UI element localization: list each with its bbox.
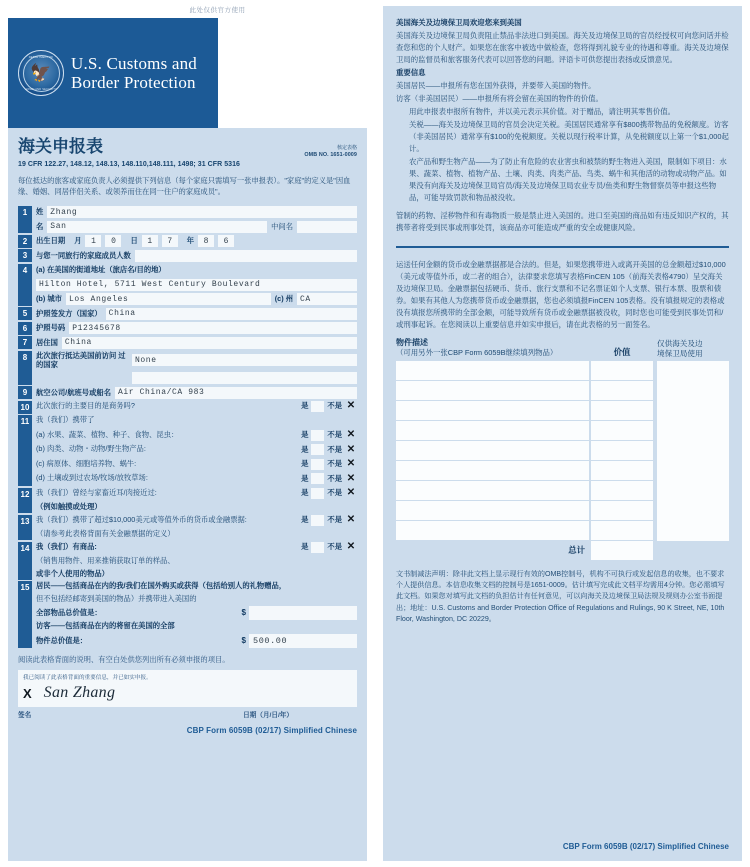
q11b-no-label: 不是 xyxy=(327,444,342,454)
back-residents: 美国居民——申报所有您在国外获得，并要带入美国的物件。 xyxy=(396,80,596,90)
date-label: 日期（月/日/年） xyxy=(243,711,293,719)
table-row[interactable] xyxy=(396,501,589,520)
q11-item-b xyxy=(36,444,357,457)
table-row[interactable] xyxy=(591,521,653,540)
important-heading: 重要信息 xyxy=(396,67,426,77)
q11-item-a xyxy=(36,430,357,443)
seal-top-text: DEPARTMENT OF xyxy=(28,55,54,59)
signature-line[interactable] xyxy=(23,684,352,703)
field-row-q14 xyxy=(18,542,357,580)
q15-visitors-total-input[interactable]: 500.00 xyxy=(249,634,357,648)
back-form-footer: CBP Form 6059B (02/17) Simplified Chinese xyxy=(562,842,729,851)
field-number-12: 12 xyxy=(18,488,32,513)
state-input[interactable]: CA xyxy=(297,293,357,305)
signature-label: 签名 xyxy=(18,711,32,719)
back-currency: 运送任何金额的货币或金融票据都是合法的。但是，如果您携带进入或离开美国的总金额超过$10,000（美元或等值外币，或二者的组合），法律要求您填写表格FinCEN 105（前海关表格4790）呈交海关及边境保卫局。金融票据包括硬币、货币、旅行支票和不记名票证如个人支票、银行本票、股票和债券。如果有其他人为您携带货币或金融票据，您也必须填报FinCEN 105表格。没有填报规定的表格或没有填报您所携带的全部金额，可能导致所有货币或金融票据被没收，同时您也可能受到民事处罚和/或刑事起诉。在您阅读以上重要信息并如实申报后，请在此表格的另一面签名。 xyxy=(396,259,726,329)
field-row-residence xyxy=(18,336,357,349)
dob-year-digit-2[interactable]: 6 xyxy=(218,235,234,247)
field-row-address xyxy=(18,264,357,306)
q15-residents-total-input[interactable] xyxy=(249,606,357,620)
item-desc-column xyxy=(396,361,589,541)
table-row[interactable] xyxy=(396,521,589,540)
field-number-4: 4 xyxy=(18,264,32,306)
q11a-no-checkbox-marked[interactable]: ✕ xyxy=(346,429,356,441)
q10-no-checkbox-marked[interactable]: ✕ xyxy=(346,400,356,412)
dob-day-digit-2[interactable]: 7 xyxy=(162,235,178,247)
q13-yes-checkbox[interactable] xyxy=(311,515,324,526)
city-label: (b) 城市 xyxy=(36,294,62,304)
field-number-1: 1 xyxy=(18,206,32,234)
field-row-q11 xyxy=(18,415,357,486)
back-currency-section xyxy=(396,259,729,331)
agency-name-line1: U.S. Customs and xyxy=(71,53,197,73)
q11c-text: (c) 病原体、细胞培养物、蜗牛: xyxy=(36,458,137,468)
countries-visited-input-2[interactable] xyxy=(132,372,357,384)
table-row[interactable] xyxy=(591,481,653,500)
field-row-q13 xyxy=(18,515,357,540)
field-number-8: 8 xyxy=(18,351,32,385)
q11b-no-checkbox-marked[interactable]: ✕ xyxy=(346,443,356,455)
q11-text: 我（我们）携带了 xyxy=(36,415,95,425)
back-instructions xyxy=(396,17,729,234)
paperwork-reduction-act: 文书制减法声明：除非此文档上显示现行有效的OMB控制号，机构不可执行或发起信息的收集，也不要求个人提供信息。本信息收集文档的控制号是1651-0009。估计填写完成此文档平均需用4分钟。您必需填写此文档。如果您对填写此文档的负担估计有任何意见，可以向海关及边境保卫局法规及规则办公室书面提出；地址：U.S. Customs and Border Protection Office of Regulations and Rulings, 90 K Street, NE, 10th Floor, Washington, DC 20229。 xyxy=(396,569,725,623)
field-number-7: 7 xyxy=(18,336,32,349)
q14-yes-checkbox[interactable] xyxy=(311,542,324,553)
field-number-9: 9 xyxy=(18,386,32,399)
table-row[interactable] xyxy=(396,461,589,480)
official-use-column xyxy=(657,361,729,541)
form-back-column xyxy=(375,0,750,867)
q11a-yes-label: 是 xyxy=(301,430,309,440)
dob-month-digit-1[interactable]: 1 xyxy=(85,235,101,247)
q15-visitors-amount-group xyxy=(242,634,357,648)
table-row[interactable] xyxy=(396,401,589,420)
cfr-citation: 19 CFR 122.27, 148.12, 148.13, 148.110,148.111, 1498; 31 CFR 5316 xyxy=(18,161,240,169)
q10-yes-label: 是 xyxy=(301,401,309,411)
field-number-10: 10 xyxy=(18,401,32,414)
q14-text-line2: （销售用物件、用来推销获取订单的样品、 xyxy=(36,556,175,566)
dob-day-label: 日 xyxy=(130,236,138,246)
form-instructions: 每位抵达的旅客或家庭负责人必须提供下列信息（每个家庭只需填写一张申报表）。"家庭"的定义是"因血缘、婚姻、同居伴侣关系、或领养而住在同一住户的家庭成员"。 xyxy=(18,176,351,197)
residence-input[interactable]: China xyxy=(62,337,357,349)
dob-year-digit-1[interactable]: 8 xyxy=(198,235,214,247)
field-row-countries-visited xyxy=(18,351,357,385)
middle-name-input[interactable] xyxy=(297,221,357,233)
table-row[interactable] xyxy=(591,461,653,480)
field-number-13: 13 xyxy=(18,515,32,540)
q11b-yes-label: 是 xyxy=(301,444,309,454)
front-form-footer: CBP Form 6059B (02/17) Simplified Chinese xyxy=(186,725,357,735)
official-use-header xyxy=(653,339,729,359)
total-label: 总计 xyxy=(568,545,585,556)
seal-bottom-text: HOMELAND SECURITY xyxy=(25,87,57,91)
passport-number-input[interactable]: P12345678 xyxy=(69,322,357,334)
form-title: 海关申报表 xyxy=(18,137,103,156)
last-name-input[interactable]: Zhang xyxy=(47,206,357,218)
family-count-label: 与您一同旅行的家庭成员人数 xyxy=(36,250,131,260)
field-row-q10 xyxy=(18,401,357,414)
residence-label: 居住国 xyxy=(36,337,58,347)
field-number-2: 2 xyxy=(18,235,32,248)
official-use-note: 此处仅供官方使用 xyxy=(189,6,246,14)
field-row-family-count xyxy=(18,249,357,262)
q11b-answer-group[interactable] xyxy=(301,444,357,455)
first-name-input[interactable]: San xyxy=(47,221,267,233)
dob-label: 出生日期 xyxy=(36,236,66,246)
table-row[interactable] xyxy=(396,481,589,500)
read-back-note: 阅读此表格背面的说明、有空白处供您列出所有必须申报的项目。 xyxy=(18,654,230,664)
table-row[interactable] xyxy=(591,441,653,460)
q11a-answer-group[interactable] xyxy=(301,430,357,441)
signature-input[interactable]: San Zhang xyxy=(43,684,116,702)
field-row-name xyxy=(18,206,357,234)
back-duty: 关税——海关及边境保卫局的官员会决定关税。美国居民通常享有$800携带物品的免税额度。访客（非美国居民）通常享有$100的免税额度。关税以现行税率计算，从免税额度以上第一个$1,000起计。 xyxy=(409,119,729,153)
q15-res-line2: 但不包括经邮寄到美国的物品）并携带进入美国的 xyxy=(36,593,197,603)
q12-text-line2: （例如触摸或处理） xyxy=(36,502,102,512)
item-table-header xyxy=(396,337,729,359)
q15-vis-currency-symbol: $ xyxy=(241,636,246,646)
signature-x-marker: X xyxy=(23,685,32,701)
q11b-text: (b) 肉类、动物・动物/野生物产品: xyxy=(36,444,146,454)
field-number-6: 6 xyxy=(18,322,32,335)
q11c-yes-label: 是 xyxy=(301,459,309,469)
city-input[interactable]: Los Angeles xyxy=(66,293,271,305)
field-row-q15 xyxy=(18,581,357,648)
table-row[interactable] xyxy=(591,401,653,420)
table-row[interactable] xyxy=(396,381,589,400)
back-visitors: 访客（非美国居民）——申报所有将会留在美国的物件的价值。 xyxy=(396,93,603,103)
back-declare-all: 用此申报表申报所有物件，并以美元表示其价值。对于赠品，请注明其零售价值。 xyxy=(409,106,676,116)
q13-text-line2: （请参考此表格背面有关金融票据的定义） xyxy=(36,529,175,539)
countries-visited-input-1[interactable]: None xyxy=(132,354,357,366)
q15-res-line3: 全部物品总价值是： xyxy=(36,607,102,617)
total-value-input[interactable] xyxy=(591,541,653,560)
q14-no-label: 不是 xyxy=(327,542,342,552)
q11a-no-label: 不是 xyxy=(327,430,342,440)
q10-yes-checkbox[interactable] xyxy=(311,401,324,412)
form-fields xyxy=(18,206,357,648)
q14-text-line3: 或非个人使用的物品） xyxy=(36,568,109,578)
official-use-strip xyxy=(0,0,375,18)
desc-header: 物件描述 xyxy=(396,337,428,347)
passport-number-label: 护照号码 xyxy=(36,323,66,333)
dob-month-digit-2[interactable]: 0 xyxy=(105,235,121,247)
back-agriculture: 农产品和野生物产品——为了防止有危险的农业害虫和被禁的野生物进入美国，限制如下项目：水果、蔬菜、植物、植物产品、土壤、肉类、肉类产品、鸟类、蜗牛和其他活的动物或动物产品。如果没有向海关及边境保卫局官员/海关及边境保卫局农业专员/鱼类和野生物督察员等申报这些物品，可能导致罚款和物品被没收。 xyxy=(409,156,727,202)
table-row[interactable] xyxy=(396,361,589,380)
q11c-no-label: 不是 xyxy=(327,459,342,469)
omb-number: OMB NO. 1651-0009 xyxy=(304,151,357,158)
field-number-15: 15 xyxy=(18,581,32,648)
agency-name-line2: Border Protection xyxy=(71,73,196,92)
last-name-label: 姓 xyxy=(36,207,44,217)
back-para-1: 美国海关及边境保卫局负责阻止禁品非法进口到美国。海关及边境保卫局的官员经授权可向您问话并检查您和您的个人财产。如果您在旅客中被选中做检查，您将得到礼貌专业的待遇和尊重。海关及边境保卫局的监督员和旅客服务代表可以回答您的问题。评语卡可供您提出表扬或反馈意见。 xyxy=(396,30,729,64)
field-number-5: 5 xyxy=(18,307,32,320)
value-header: 价值 xyxy=(613,347,631,358)
q11a-text: (a) 水果、蔬菜、植物、种子、食物、昆虫： xyxy=(36,429,179,439)
passport-country-input[interactable]: China xyxy=(106,308,357,320)
countries-visited-label-line1: 此次旅行抵达美国前访问 xyxy=(36,350,117,360)
q12-yes-checkbox[interactable] xyxy=(311,488,324,499)
field-number-3: 3 xyxy=(18,249,32,262)
table-row[interactable] xyxy=(591,501,653,520)
back-panel xyxy=(383,6,742,861)
dob-day-digit-1[interactable]: 1 xyxy=(142,235,158,247)
official-use-header-line2: 境保 xyxy=(657,349,673,359)
field-row-passport-number xyxy=(18,322,357,335)
q10-answer-group[interactable] xyxy=(301,401,357,412)
q13-answer-group[interactable] xyxy=(301,515,357,526)
family-count-input[interactable] xyxy=(135,250,357,262)
front-panel xyxy=(8,128,367,861)
q15-vis-line2: 物件总价值是： xyxy=(36,635,88,645)
q11d-text: (d) 土壤或到过农场/牧场/放牧草场: xyxy=(36,473,148,483)
q13-no-checkbox-marked[interactable]: ✕ xyxy=(346,514,356,526)
flight-input[interactable]: Air China/CA 983 xyxy=(115,387,357,399)
form-header xyxy=(18,138,357,159)
field-row-flight xyxy=(18,386,357,399)
seal-eagle-icon: 🦅 xyxy=(30,63,52,83)
dob-month-label: 月 xyxy=(74,236,82,246)
item-table xyxy=(396,361,729,541)
field-number-11: 11 xyxy=(18,415,32,486)
passport-country-label: 护照签发方（国家） xyxy=(36,308,102,318)
street-address-input[interactable]: Hilton Hotel, 5711 West Century Boulevard xyxy=(36,279,357,291)
item-table-total-row xyxy=(396,541,729,560)
q10-no-label: 不是 xyxy=(327,401,342,411)
q12-yes-label: 是 xyxy=(301,488,309,498)
q10-text: 此次旅行的主要目的是商务吗? xyxy=(36,400,135,410)
desc-header-sub: （可用另外一张CBP Form 6059B继续填列物品） xyxy=(396,348,558,358)
q13-text-line1: 我（我们）携带了超过$10,000美元或等值外币的货币或金融票据: xyxy=(36,514,247,524)
q11c-yes-checkbox[interactable] xyxy=(311,459,324,470)
cbp-banner xyxy=(8,18,218,128)
q14-text-line1: 我（我们）有商品: xyxy=(36,541,97,551)
field-number-14: 14 xyxy=(18,542,32,580)
signature-footer xyxy=(18,709,357,719)
table-row[interactable] xyxy=(591,381,653,400)
table-row[interactable] xyxy=(396,441,589,460)
q11d-answer-group[interactable] xyxy=(301,473,357,484)
section-divider xyxy=(396,246,729,248)
q15-residents-amount-group xyxy=(242,606,357,620)
q12-answer-group[interactable] xyxy=(301,488,357,499)
q11d-no-label: 不是 xyxy=(327,473,342,483)
agency-name xyxy=(71,54,197,92)
q15-vis-line1: 访客——包括商品在内的将留在美国的全部 xyxy=(36,621,175,631)
street-address-label: (a) 在美国的街道地址（旅店名/目的地） xyxy=(36,265,166,275)
q14-yes-label: 是 xyxy=(301,542,309,552)
omb-label: 核定表格 xyxy=(336,145,357,151)
countries-visited-label-line2: 过的国家 xyxy=(36,350,126,370)
table-row[interactable] xyxy=(396,421,589,440)
item-value-column xyxy=(591,361,653,541)
q11c-answer-group[interactable] xyxy=(301,459,357,470)
dhs-seal-icon xyxy=(18,50,64,96)
table-row[interactable] xyxy=(591,361,653,380)
q11b-yes-checkbox[interactable] xyxy=(311,444,324,455)
state-label: (c) 州 xyxy=(274,294,293,304)
omb-block xyxy=(304,138,357,159)
field-row-passport-country xyxy=(18,307,357,320)
q15-res-line1: 居民——包括商品在内的我/我们在国外购买或获得（包括给别人的礼物赠品， xyxy=(36,581,287,591)
signature-block xyxy=(18,670,357,707)
dob-year-label: 年 xyxy=(186,236,195,246)
attestation-text: 我已阅读了此表格背面的重要信息，并已如实申报。 xyxy=(23,674,152,681)
q11d-no-checkbox-marked[interactable]: ✕ xyxy=(346,472,356,484)
first-name-label: 名 xyxy=(36,221,44,231)
field-row-q12 xyxy=(18,488,357,513)
q13-no-label: 不是 xyxy=(327,515,342,525)
q14-answer-group[interactable] xyxy=(301,542,357,553)
q12-no-label: 不是 xyxy=(327,488,342,498)
q11-item-d xyxy=(36,473,357,486)
back-controlled: 管制的药物、淫秽物件和有毒物质一般是禁止进入美国的。进口至美国的商品如有违反知识产权的，其携带者将受到民事或刑事处罚，该商品亦可能造成严重的安全或健康风险。 xyxy=(396,210,729,232)
middle-name-label: 中间名 xyxy=(271,221,293,231)
flight-label: 航空公司/航班号或船名 xyxy=(36,387,111,397)
official-use-header-line1: 仅供海关及边 xyxy=(657,339,703,349)
q14-no-checkbox-marked[interactable]: ✕ xyxy=(346,541,356,553)
q11a-yes-checkbox[interactable] xyxy=(311,430,324,441)
q15-res-currency-symbol: $ xyxy=(241,608,246,618)
q11d-yes-label: 是 xyxy=(301,473,309,483)
q11c-no-checkbox-marked[interactable]: ✕ xyxy=(346,458,356,470)
q11-item-c xyxy=(36,459,357,472)
field-row-dob xyxy=(18,235,357,248)
welcome-heading: 美国海关及边境保卫局欢迎您来到美国 xyxy=(396,18,522,27)
table-row[interactable] xyxy=(591,421,653,440)
q12-no-checkbox-marked[interactable]: ✕ xyxy=(346,487,356,499)
q11d-yes-checkbox[interactable] xyxy=(311,473,324,484)
q13-yes-label: 是 xyxy=(301,515,309,525)
q12-text-line1: 我（我们）曾经与家畜近耳/肉接近过: xyxy=(36,487,157,497)
official-use-header-line3: 卫局使用 xyxy=(672,349,703,359)
